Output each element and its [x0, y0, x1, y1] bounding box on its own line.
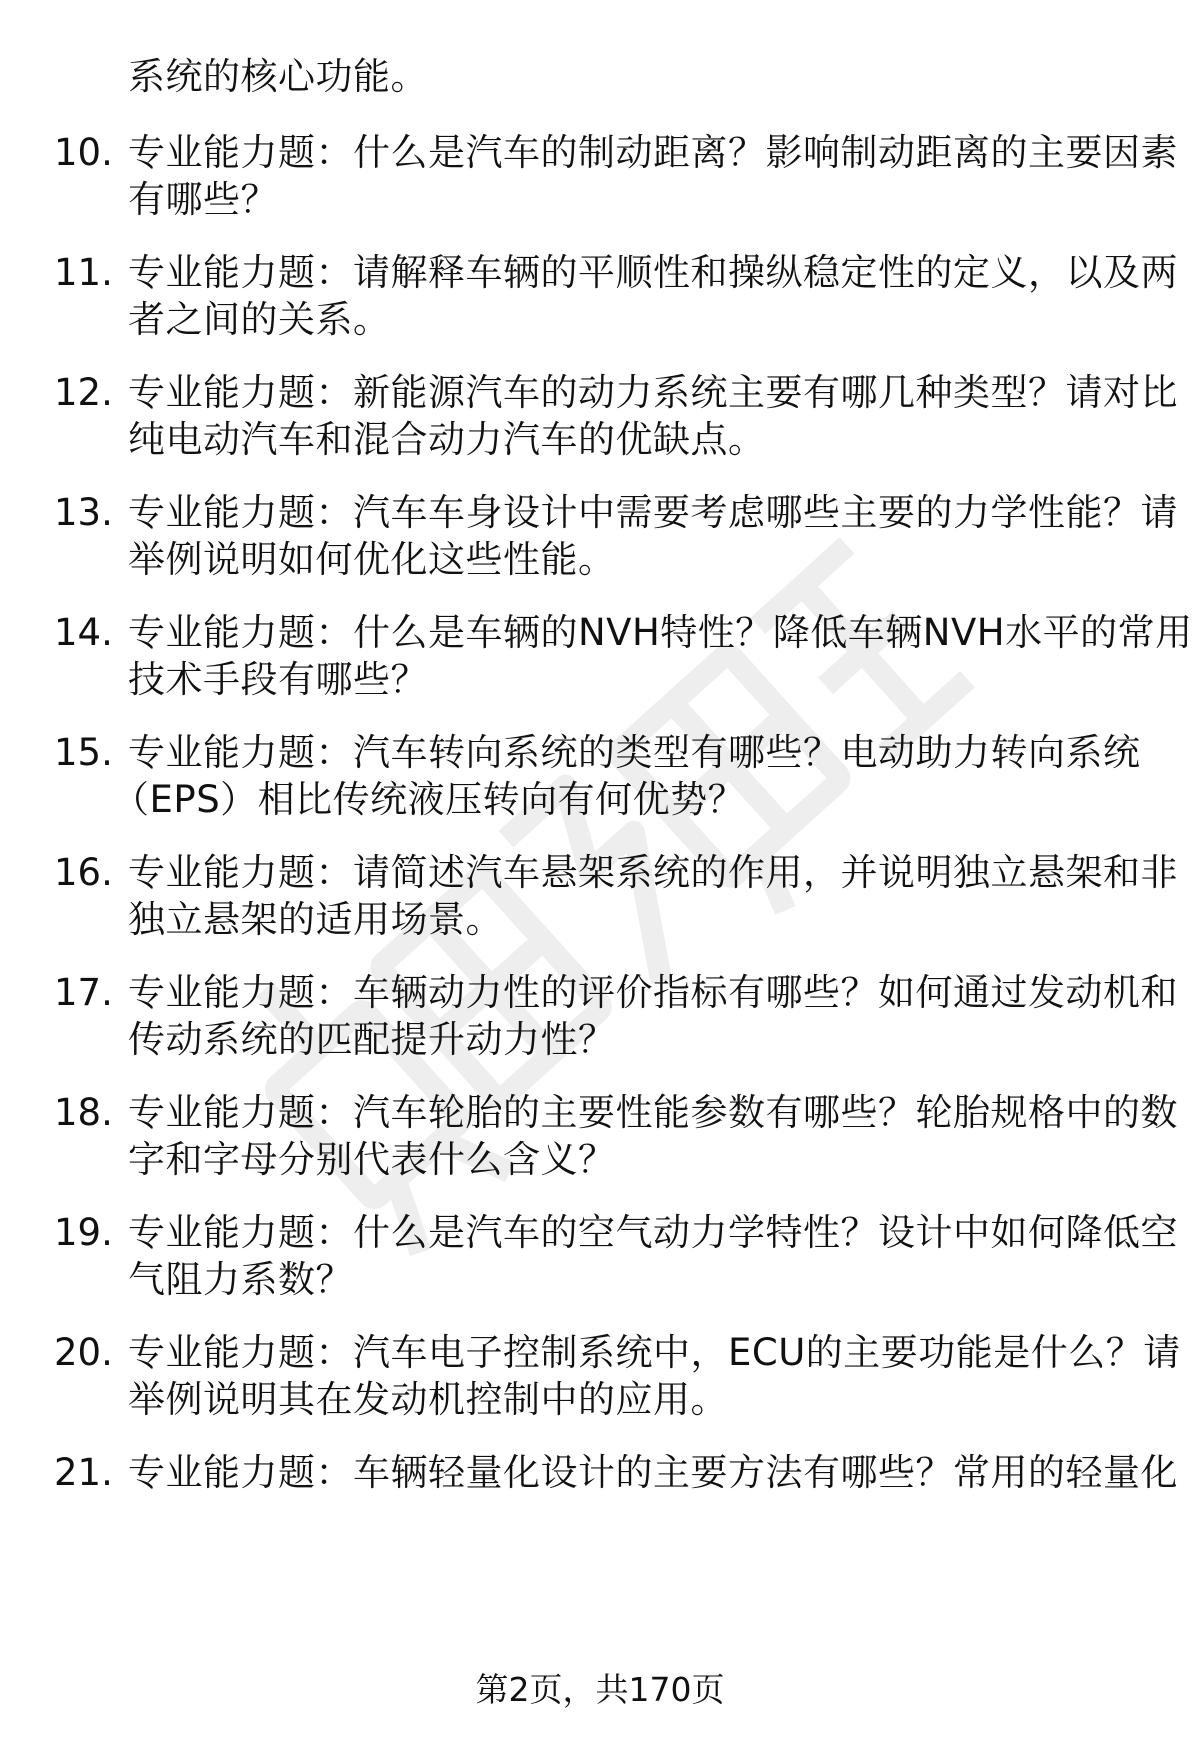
list-item-text: 专业能力题：什么是汽车的空气动力学特性？设计中如何降低空: [128, 1211, 1178, 1254]
list-item-number: 14.: [54, 611, 113, 654]
list-item-number: 18.: [54, 1091, 113, 1134]
continuation-line: 系统的核心功能。: [128, 55, 428, 98]
list-item-number: 12.: [54, 371, 113, 414]
list-item-text: 专业能力题：请解释车辆的平顺性和操纵稳定性的定义，以及两: [128, 251, 1178, 294]
list-item-number: 13.: [54, 491, 113, 534]
list-item-text: 专业能力题：汽车轮胎的主要性能参数有哪些？轮胎规格中的数: [128, 1091, 1178, 1134]
list-item-text: （EPS）相比传统液压转向有何优势？: [112, 778, 746, 821]
list-item-text: 专业能力题：车辆动力性的评价指标有哪些？如何通过发动机和: [128, 971, 1178, 1014]
list-item-text: 有哪些？: [128, 178, 278, 221]
list-item-number: 21.: [54, 1451, 113, 1494]
list-item-number: 10.: [54, 131, 113, 174]
page-footer: 第2页，共170页: [475, 1670, 725, 1709]
list-item-text: 传动系统的匹配提升动力性？: [128, 1018, 616, 1061]
list-item-text: 举例说明其在发动机控制中的应用。: [128, 1378, 728, 1421]
list-item-text: 举例说明如何优化这些性能。: [128, 538, 616, 581]
list-item-number: 19.: [54, 1211, 113, 1254]
list-item-text: 独立悬架的适用场景。: [128, 898, 503, 941]
list-item-text: 专业能力题：汽车车身设计中需要考虑哪些主要的力学性能？请: [128, 491, 1178, 534]
list-item-text: 专业能力题：什么是汽车的制动距离？影响制动距离的主要因素: [128, 131, 1178, 174]
list-item-text: 专业能力题：车辆轻量化设计的主要方法有哪些？常用的轻量化: [128, 1451, 1178, 1494]
list-item-text: 专业能力题：汽车转向系统的类型有哪些？电动助力转向系统: [128, 731, 1141, 774]
list-item-number: 15.: [54, 731, 113, 774]
list-item-text: 气阻力系数？: [128, 1258, 353, 1301]
list-item-text: 专业能力题：什么是车辆的NVH特性？降低车辆NVH水平的常用: [128, 611, 1193, 654]
list-item-text: 技术手段有哪些？: [128, 658, 428, 701]
list-item-number: 20.: [54, 1331, 113, 1374]
list-item-text: 专业能力题：请简述汽车悬架系统的作用，并说明独立悬架和非: [128, 851, 1178, 894]
list-item-text: 者之间的关系。: [128, 298, 391, 341]
list-item-number: 16.: [54, 851, 113, 894]
list-item-number: 11.: [54, 251, 113, 294]
list-item-text: 专业能力题：新能源汽车的动力系统主要有哪几种类型？请对比: [128, 371, 1178, 414]
list-item-number: 17.: [54, 971, 113, 1014]
list-item-text: 纯电动汽车和混合动力汽车的优缺点。: [128, 418, 766, 461]
list-item-text: 专业能力题：汽车电子控制系统中，ECU的主要功能是什么？请: [128, 1331, 1181, 1374]
list-item-text: 字和字母分别代表什么含义？: [128, 1138, 616, 1181]
